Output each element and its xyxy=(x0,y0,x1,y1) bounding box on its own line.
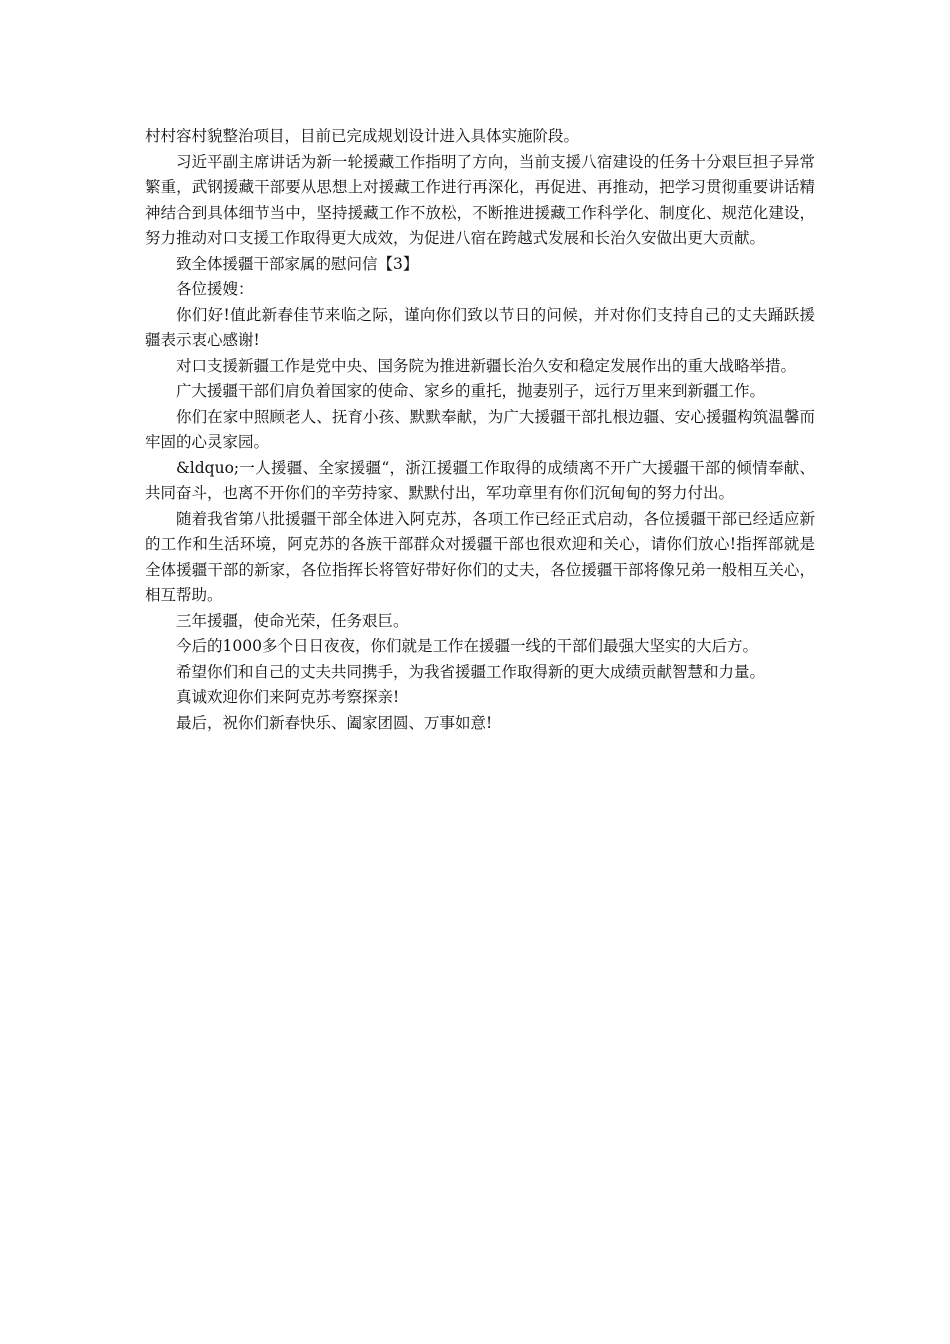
paragraph-13: 希望你们和自己的丈夫共同携手，为我省援疆工作取得新的更大成绩贡献智慧和力量。 xyxy=(176,662,766,681)
paragraph-11: 三年援疆，使命光荣，任务艰巨。 xyxy=(176,611,409,630)
letter-title: 致全体援疆干部家属的慰问信【3】 xyxy=(176,254,419,273)
paragraph-7: 广大援疆干部们肩负着国家的使命、家乡的重托，抛妻别子，远行万里来到新疆工作。 xyxy=(176,382,766,400)
paragraph-2: 习近平副主席讲话为新一轮援藏工作指明了方向，当前支援八宿建设的任务十分艰巨担子异常繁重，武钢援藏干部要从思想上对援藏工作进行再深化，再促进、再推动，把学习贯彻重要讲话精神结合到具体细节当中，坚持援藏工作不放松，不断推进援藏工作科学化、制度化、规范化建设，努力推动对口支援工作取得更大成效，为促进八宿在跨越式发展和长治久安做出更大贡献。 xyxy=(145,152,815,247)
paragraph-8: 你们在家中照顾老人、抚育小孩、默默奉献，为广大援疆干部扎根边疆、安心援疆构筑温馨而牢固的心灵家园。 xyxy=(145,407,815,451)
document-body xyxy=(145,124,815,736)
paragraph-14: 真诚欢迎你们来阿克苏考察探亲! xyxy=(176,688,400,706)
paragraph-1: 村村容村貌整治项目，目前已完成规划设计进入具体实施阶段。 xyxy=(145,127,580,145)
paragraph-12: 今后的1000多个日日夜夜，你们就是工作在援疆一线的干部们最强大坚实的大后方。 xyxy=(176,637,758,655)
paragraph-9: &ldquo;一人援疆、全家援疆“，浙江援疆工作取得的成绩离不开广大援疆干部的倾情奉献、共同奋斗，也离不开你们的辛劳持家、默默付出，军功章里有你们沉甸甸的努力付出。 xyxy=(145,458,815,502)
letter-closing: 最后，祝你们新春快乐、阖家团圆、万事如意! xyxy=(176,713,493,732)
letter-salutation: 各位援嫂： xyxy=(176,280,254,298)
paragraph-5: 你们好!值此新春佳节来临之际，谨向你们致以节日的问候，并对你们支持自己的丈夫踊跃援疆表示衷心感谢! xyxy=(145,305,815,349)
paragraph-6: 对口支援新疆工作是党中央、国务院为推进新疆长治久安和稳定发展作出的重大战略举措。 xyxy=(176,356,797,375)
paragraph-10: 随着我省第八批援疆干部全体进入阿克苏，各项工作已经正式启动，各位援疆干部已经适应新的工作和生活环境，阿克苏的各族干部群众对援疆干部也很欢迎和关心，请你们放心!指挥部就是全体援疆干部的新家，各位指挥长将管好带好你们的丈夫，各位援疆干部将像兄弟一般相互关心，相互帮助。 xyxy=(145,509,815,604)
